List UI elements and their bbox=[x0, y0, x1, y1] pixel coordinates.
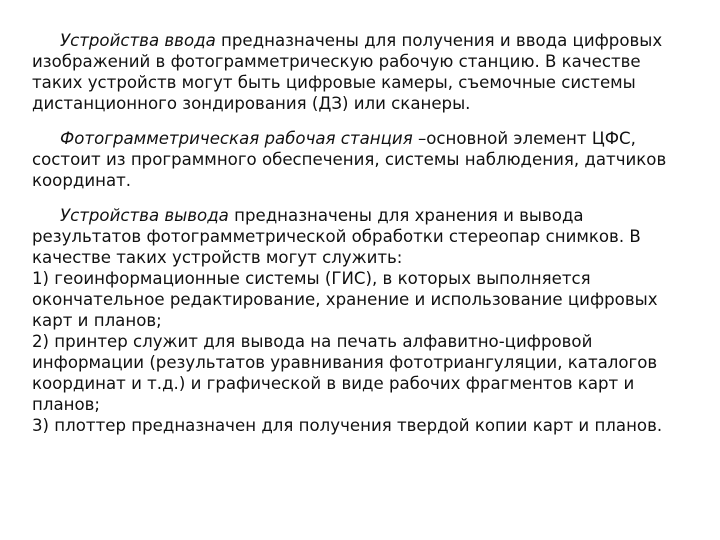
term-output-devices: Устройства вывода bbox=[60, 206, 229, 225]
paragraph-workstation-text: –основной элемент ЦФС, состоит из программного обеспечения, системы наблюдения, датчиков координат. bbox=[32, 129, 667, 190]
list-item-gis: 1) геоинформационные системы (ГИС), в которых выполняется окончательное редактирование, хранение и использование цифровых карт и планов; bbox=[32, 269, 658, 330]
slide-text-body bbox=[32, 30, 694, 436]
term-workstation: Фотограмметрическая рабочая станция bbox=[60, 129, 413, 148]
paragraph-input-devices-text: предназначены для получения и ввода цифровых изображений в фотограмметрическую рабочую станцию. В качестве таких устройств могут быть цифровые камеры, съемочные системы дистанционного зондирования (ДЗ) или сканеры. bbox=[32, 31, 663, 113]
output-devices-block bbox=[32, 205, 694, 436]
list-item-plotter: 3) плоттер предназначен для получения твердой копии карт и планов. bbox=[32, 416, 663, 435]
term-input-devices: Устройства ввода bbox=[60, 31, 216, 50]
paragraph-output-devices bbox=[32, 205, 694, 268]
paragraph-workstation bbox=[32, 128, 694, 191]
paragraph-input-devices bbox=[32, 30, 694, 114]
list-item-printer: 2) принтер служит для вывода на печать алфавитно-цифровой информации (результатов уравнивания фототриангуляции, каталогов координат и т.д.) и графической в виде рабочих фрагментов карт и планов; bbox=[32, 332, 658, 414]
paragraph-output-devices-text: предназначены для хранения и вывода результатов фотограмметрической обработки стереопар снимков. В качестве таких устройств могут служить: bbox=[32, 206, 641, 267]
